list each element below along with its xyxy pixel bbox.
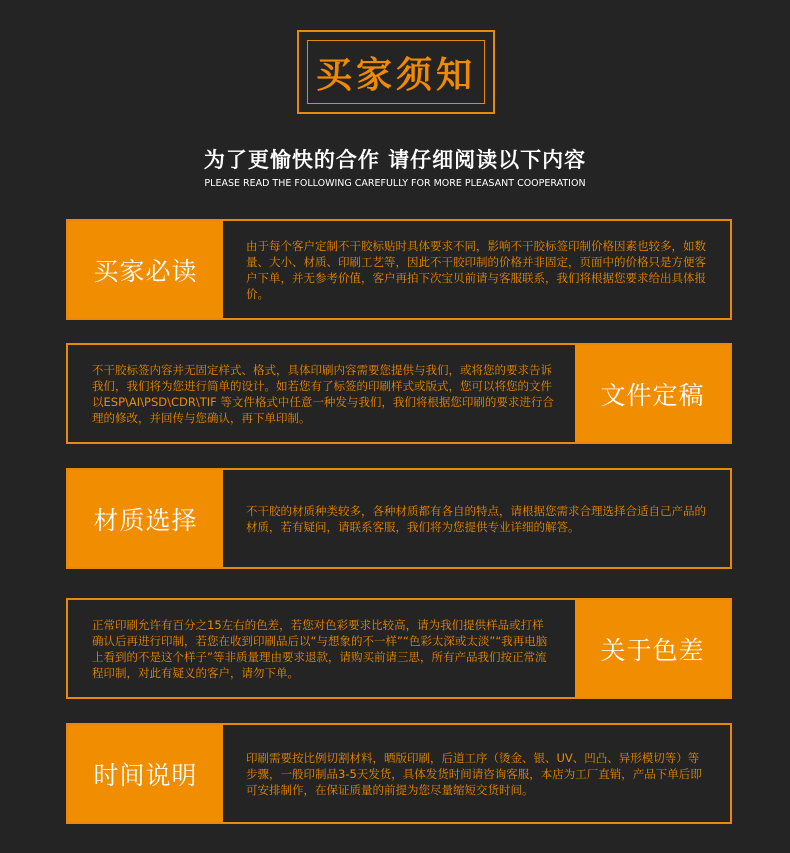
section-text: 由于每个客户定制不干胶标贴时具体要求不同，影响不干胶标签印制价格因素也较多，如数量、大小、材质、印刷工艺等，因此不干胶印制的价格并非固定，页面中的价格只是方便客户下单，并无参考价值，客户再拍下次宝贝前请与客服联系，我们将根据您要求给出具体报价。	[246, 238, 706, 301]
section-text: 不干胶的材质种类较多，各种材质都有各自的特点，请根据您需求合理选择合适自己产品的材质，若有疑问，请联系客服，我们将为您提供专业详细的解答。	[246, 503, 706, 534]
subtitle: 为了更愉快的合作 请仔细阅读以下内容	[203, 148, 587, 172]
section-material-choice	[66, 468, 732, 569]
section-label: 时间说明	[68, 725, 223, 822]
section-buyer-must-read	[66, 219, 732, 320]
section-text: 不干胶标签内容并无固定样式、格式，具体印刷内容需要您提供与我们，或将您的要求告诉我们，我们将为您进行简单的设计。如若您有了标签的印刷样式或版式，您可以将您的文件以ESP\AI\PSD\CDR\TIF 等文件格式中任意一种发与我们，我们将根据您印刷的要求进行合理的修改，并回传与您确认，再下单印制。	[92, 362, 554, 425]
section-label: 买家必读	[68, 221, 223, 318]
subtitle-english: PLEASE READ THE FOLLOWING CAREFULLY FOR MORE PLEASANT COOPERATION	[204, 178, 586, 189]
section-time-notice	[66, 723, 732, 824]
section-text: 印刷需要按比例切割材料，晒版印刷，后道工序（烫金、银、UV、凹凸、异形模切等）等步骤，一般印制品3-5天发货，具体发货时间请咨询客服，本店为工厂直销，产品下单后即可安排制作，在保证质量的前提为您尽量缩短交货时间。	[246, 750, 702, 797]
title-frame	[297, 30, 495, 114]
section-label: 材质选择	[68, 470, 223, 567]
section-label: 关于色差	[575, 600, 730, 697]
page-title: 买家须知	[307, 40, 485, 104]
section-file-finalize	[66, 343, 732, 444]
section-label: 文件定稿	[575, 345, 730, 442]
section-text: 正常印刷允许有百分之15左右的色差，若您对色彩要求比较高，请为我们提供样品或打样确认后再进行印制，若您在收到印刷品后以“与想象的不一样”“色彩太深或太淡”“我再电脑上看到的不是这个样子”等非质量理由要求退款，请购买前请三思，所有产品我们按正常流程印制，对此有疑义的客户，请勿下单。	[92, 617, 548, 680]
section-color-difference	[66, 598, 732, 699]
